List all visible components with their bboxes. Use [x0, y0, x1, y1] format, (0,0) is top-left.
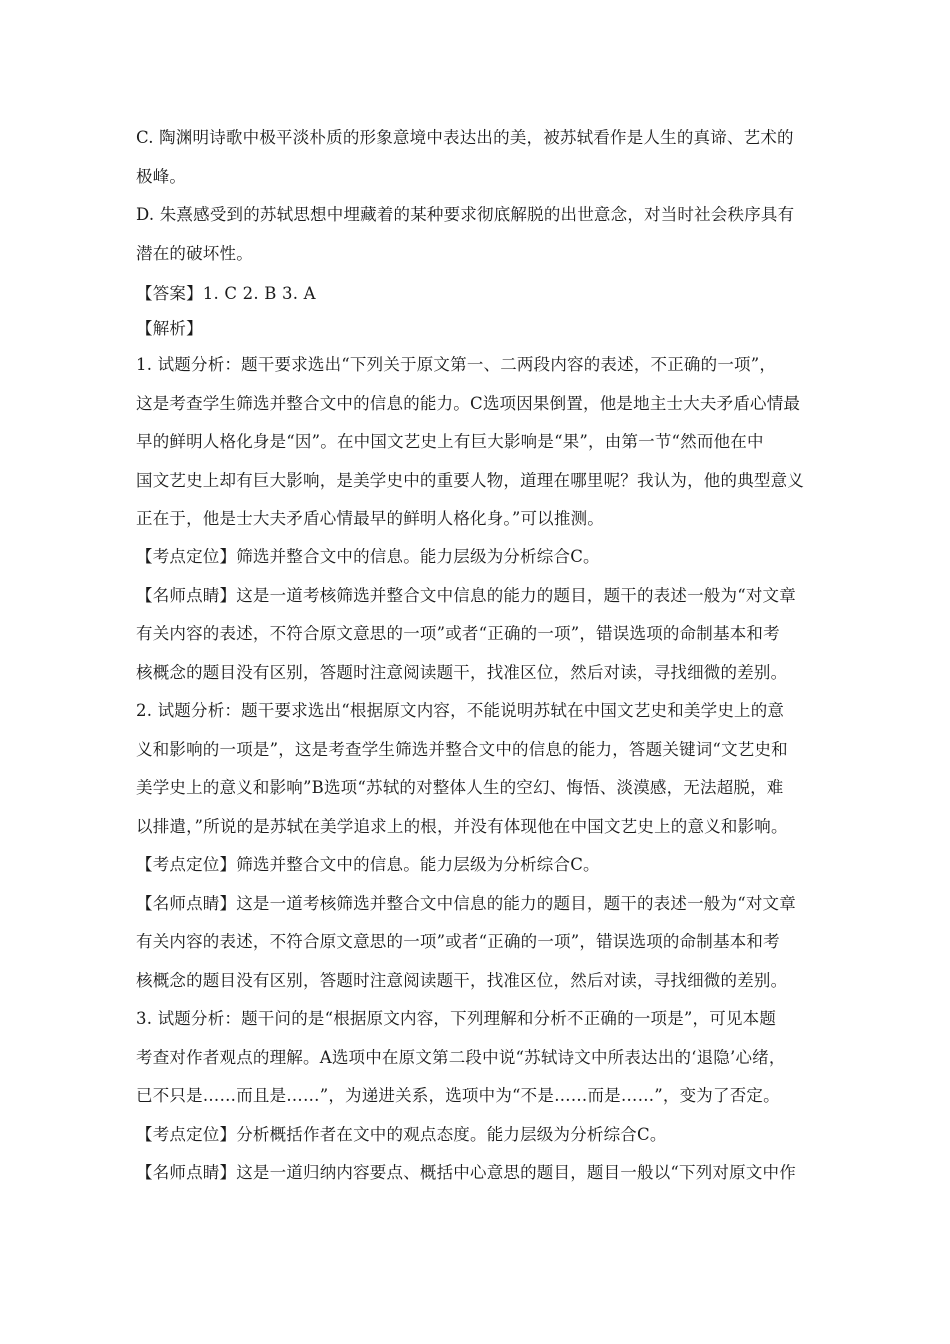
q2-teacher-note-line-2: 有关内容的表述，不符合原文意思的一项”或者“正确的一项”，错误选项的命制基本和考: [136, 932, 780, 951]
option-d-line-2: 潜在的破坏性。: [136, 244, 253, 263]
q1-keypoint: 【考点定位】筛选并整合文中的信息。能力层级为分析综合C。: [136, 547, 600, 566]
q1-analysis-line-5: 正在于，他是士大夫矛盾心情最早的鲜明人格化身。”可以推测。: [136, 509, 604, 528]
q2-teacher-note-line-1: 【名师点睛】这是一道考核筛选并整合文中信息的能力的题目，题干的表述一般为“对文章: [136, 894, 796, 913]
q2-teacher-note-line-3: 核概念的题目没有区别，答题时注意阅读题干，找准区位，然后对读，寻找细微的差别。: [136, 971, 788, 990]
q3-keypoint: 【考点定位】分析概括作者在文中的观点态度。能力层级为分析综合C。: [136, 1125, 667, 1144]
answer-line: 【答案】1. C 2. B 3. A: [136, 284, 316, 303]
q2-analysis-line-4: 以排遣，”所说的是苏轼在美学追求上的根，并没有体现他在中国文艺史上的意义和影响。: [136, 817, 788, 836]
q3-teacher-note-line-1: 【名师点睛】这是一道归纳内容要点、概括中心意思的题目，题目一般以“下列对原文中作: [136, 1163, 796, 1182]
q1-analysis-line-3: 早的鲜明人格化身是“因”。在中国文艺史上有巨大影响是“果”，由第一节“然而他在中: [136, 432, 764, 451]
q1-analysis-line-1: 1. 试题分析：题干要求选出“下列关于原文第一、二两段内容的表述，不正确的一项”，: [136, 355, 777, 374]
q1-analysis-line-2: 这是考查学生筛选并整合文中的信息的能力。C选项因果倒置，他是地主士大夫矛盾心情最: [136, 394, 801, 413]
option-d-line-1: D. 朱熹感受到的苏轼思想中埋藏着的某种要求彻底解脱的出世意念，对当时社会秩序具有: [136, 205, 795, 224]
q3-analysis-line-2: 考查对作者观点的理解。A选项中在原文第二段中说“苏轼诗文中所表达出的‘退隐’心绪，: [136, 1048, 786, 1067]
option-c-line-2: 极峰。: [136, 167, 187, 186]
q1-analysis-line-4: 国文艺史上却有巨大影响，是美学史中的重要人物，道理在哪里呢？我认为，他的典型意义: [136, 471, 804, 490]
q2-analysis-line-3: 美学史上的意义和影响”B选项“苏轼的对整体人生的空幻、悔悟、淡漠感，无法超脱，难: [136, 778, 784, 797]
q1-teacher-note-line-3: 核概念的题目没有区别，答题时注意阅读题干，找准区位，然后对读，寻找细微的差别。: [136, 663, 788, 682]
q3-analysis-line-1: 3. 试题分析：题干问的是“根据原文内容，下列理解和分析不正确的一项是”，可见本题: [136, 1009, 777, 1028]
analysis-heading: 【解析】: [136, 319, 203, 338]
q2-analysis-line-2: 义和影响的一项是”，这是考查学生筛选并整合文中的信息的能力，答题关键词“文艺史和: [136, 740, 788, 759]
q3-analysis-line-3: 已不只是……而且是……”，为递进关系，选项中为“不是……而是……”，变为了否定。: [136, 1086, 780, 1105]
q1-teacher-note-line-2: 有关内容的表述，不符合原文意思的一项”或者“正确的一项”，错误选项的命制基本和考: [136, 624, 780, 643]
q2-analysis-line-1: 2. 试题分析：题干要求选出“根据原文内容，不能说明苏轼在中国文艺史和美学史上的意: [136, 701, 785, 720]
q2-keypoint: 【考点定位】筛选并整合文中的信息。能力层级为分析综合C。: [136, 855, 600, 874]
option-c-line-1: C. 陶渊明诗歌中极平淡朴质的形象意境中表达出的美，被苏轼看作是人生的真谛、艺术的: [136, 128, 794, 147]
q1-teacher-note-line-1: 【名师点睛】这是一道考核筛选并整合文中信息的能力的题目，题干的表述一般为“对文章: [136, 586, 796, 605]
